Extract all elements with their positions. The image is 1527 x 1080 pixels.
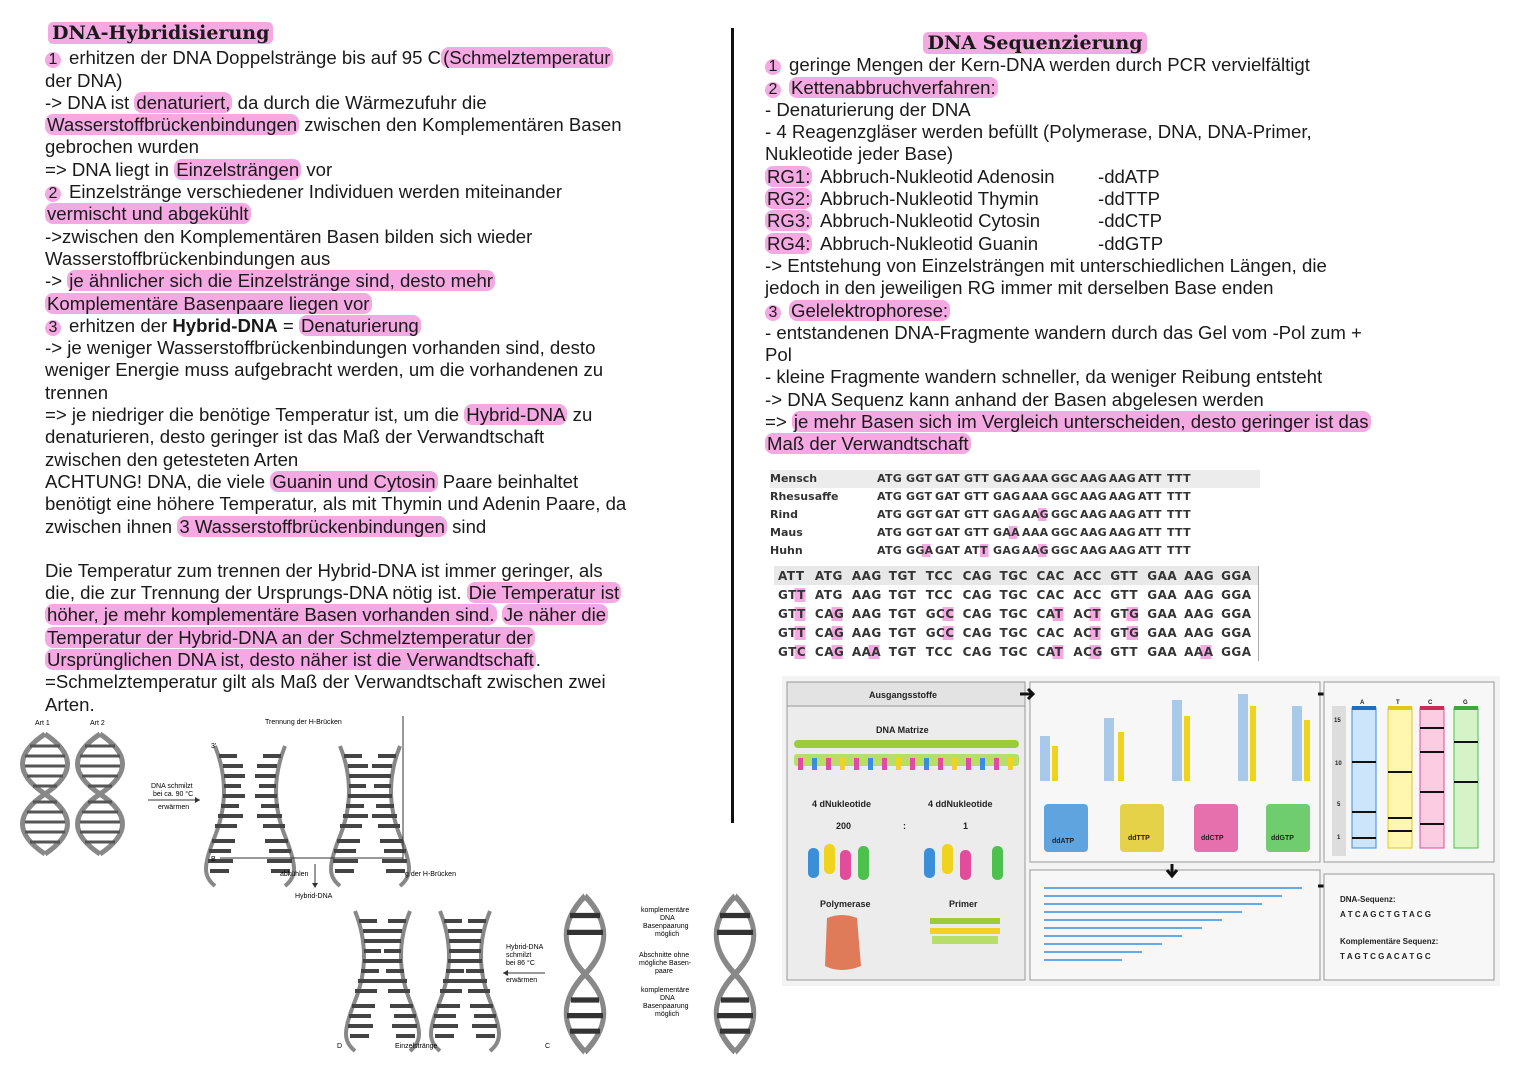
panel-label-b: B [211, 856, 216, 863]
codon: TGC [999, 568, 1028, 583]
hybrid-melt-label: Hybrid-DNA [506, 944, 544, 951]
art1-label: Art 1 [35, 720, 50, 727]
text-line: => DNA liegt in Einzelsträngen vor [45, 158, 333, 180]
codon: CAG [962, 587, 993, 602]
no-pair-label: paare [655, 968, 673, 975]
codon: AAA [1022, 472, 1049, 486]
codon: TCC [925, 568, 953, 583]
text-line: =Schmelztemperatur gilt als Maß der Verwandtschaft zwischen zwei [45, 671, 606, 693]
sequencing-figure [782, 676, 1500, 986]
codon: CAG [962, 644, 993, 659]
text-line: Maß der Verwandtschaft [767, 433, 969, 455]
codon: GTT [778, 588, 815, 602]
text-line: Komplementäre Basenpaare liegen vor [47, 292, 370, 314]
species-name: Huhn [770, 543, 803, 557]
text-line: Wasserstoffbrückenbindungen aus [45, 247, 331, 269]
codon: ATG [877, 525, 903, 539]
codon: GTT [964, 525, 989, 539]
text-line: - Denaturierung der DNA [765, 98, 971, 120]
codon: ACT [1073, 607, 1110, 621]
ratio-dnuc: 200 [836, 821, 852, 831]
complementary-label: möglich [655, 1011, 680, 1018]
text-line: -> je ähnlicher sich die Einzelstränge sind, desto mehr [45, 270, 493, 292]
text-line: 3 erhitzen der Hybrid-DNA = Denaturierung [45, 315, 695, 337]
ratio-separator: : [903, 821, 906, 831]
reagent-row [765, 233, 1405, 255]
text-line: => je niedriger die benötige Temperatur ist, um die Hybrid-DNA zu [45, 404, 593, 426]
text-line: Wasserstoffbrückenbindungen zwischen den Komplementären Basen [47, 114, 622, 136]
helix-art2 [78, 734, 123, 854]
text-line: denaturieren, desto geringer ist das Maß der Verwandtschaft [45, 426, 545, 448]
codon: GAT [935, 507, 961, 521]
table-row [774, 642, 1258, 661]
h-bonds-label: g der H-Brücken [405, 871, 456, 878]
single-strand [346, 911, 385, 1051]
table-row [774, 566, 1258, 585]
codon: GAA [1147, 606, 1178, 621]
text-line: trennen [45, 381, 109, 403]
dna-template [794, 740, 1019, 770]
reagent-label: RG2: [767, 188, 811, 210]
codon: GGA [1221, 587, 1252, 602]
codon: TCC [925, 644, 953, 659]
codon: AAA [1022, 525, 1049, 539]
gel-scale [1332, 706, 1346, 856]
species-name: Rind [770, 507, 798, 521]
table-row [774, 623, 1258, 642]
codon: GAT [935, 525, 961, 539]
codon: CAG [815, 645, 852, 659]
codon: TTT [1167, 472, 1191, 486]
codon: AAA [1022, 490, 1049, 504]
step-number: 1 [765, 59, 781, 75]
text-line: die, die zur Trennung der Ursprungs-DNA nötig ist. Die Temperatur ist [45, 582, 620, 604]
complementary-label: DNA [660, 915, 675, 922]
codon: GTT [1110, 568, 1139, 583]
heat-label: erwärmen [158, 804, 190, 811]
codon: AAG [1184, 587, 1215, 602]
hybrid-dna-label: Hybrid-DNA [295, 893, 333, 900]
reagent-name: Abbruch-Nukleotid Guanin [820, 232, 1039, 254]
reagent-label: RG4: [767, 232, 811, 254]
text-line: vermischt und abgekühlt [47, 203, 249, 225]
codon: TGT [888, 568, 917, 583]
sequencing-section [765, 32, 1405, 456]
codon: GGT [906, 490, 933, 504]
codon: TGC [999, 606, 1028, 621]
complement-value: T A G T C G A C A T G C [1340, 952, 1431, 961]
codon: AAG [851, 568, 882, 583]
no-pair-label: mögliche Basen- [639, 960, 692, 967]
hybridization-figure [15, 716, 775, 1056]
ratio-ddnuc: 1 [963, 821, 969, 831]
codon: GTT [778, 626, 815, 640]
codon: AAA [852, 645, 889, 659]
codon: ATT [778, 568, 805, 583]
codon: GAA [993, 526, 1022, 539]
complementary-label: komplementäre [641, 987, 690, 994]
text-line: der DNA) [45, 69, 123, 91]
codon: AAG [851, 606, 882, 621]
codon: CAG [962, 606, 993, 621]
sequence-result-panel [1324, 874, 1494, 980]
codon: CAG [962, 568, 993, 583]
reagent-row [765, 188, 1405, 210]
codon: GGT [906, 525, 933, 539]
codon: ACT [1073, 626, 1110, 640]
reagent-tube-list [765, 166, 1405, 255]
template-title: DNA Matrize [876, 725, 929, 735]
scale-5: 5 [1337, 802, 1341, 808]
text-line: 3 Gelelektrophorese: [765, 300, 1405, 322]
ddnucleotides-title: 4 ddNukleotide [928, 799, 993, 809]
codon: ATG [877, 543, 903, 557]
reagent-name: Abbruch-Nukleotid Thymin [820, 188, 1039, 210]
text-line: Nukleotide jeder Base) [765, 143, 954, 165]
codon: GGA [1221, 644, 1252, 659]
step-number: 2 [765, 82, 781, 98]
codon: TTT [1167, 525, 1191, 539]
complementary-label: Basenpaarung [643, 1003, 689, 1010]
tube-label-ddatp: ddATP [1052, 838, 1075, 845]
single-strand [380, 911, 419, 1051]
codon: ATT [1138, 525, 1162, 539]
codon: ATG [877, 472, 903, 486]
end-label: 3' [211, 743, 217, 750]
codon: AAG [1109, 507, 1136, 521]
text-line: 2 Einzelstränge verschiedener Individuen werden miteinander [45, 181, 695, 203]
section-title-sequencing: DNA Sequenzierung [665, 32, 1405, 54]
text-line: Die Temperatur zum trennen der Hybrid-DNA ist immer geringer, als [45, 559, 603, 581]
codon: AAG [1109, 525, 1136, 539]
arrow-head [503, 970, 508, 976]
text-line: Temperatur der Hybrid-DNA an der Schmelztemperatur der [47, 626, 533, 648]
text-line: Arten. [45, 693, 95, 715]
single-strand [331, 746, 370, 886]
single-strand [460, 911, 499, 1051]
reagent-name: Abbruch-Nukleotid Cytosin [820, 210, 1041, 232]
codon: GGA [906, 543, 934, 557]
codon: AAG [1184, 625, 1215, 640]
codon: CAC [1036, 568, 1065, 583]
sequence-label: DNA-Sequenz: [1340, 895, 1396, 904]
text-line: - 4 Reagenzgläser werden befüllt (Polymerase, DNA, DNA-Primer, [765, 121, 1312, 143]
codon: AAG [1022, 544, 1051, 557]
complement-label: Komplementäre Sequenz: [1340, 937, 1439, 946]
text-line: weniger Energie muss aufgebracht werden, um die vorhandenen zu [45, 359, 604, 381]
codon: TGT [888, 587, 917, 602]
codon: GGA [1221, 568, 1252, 583]
text-line: jedoch in den jeweiligen RG immer mit derselben Base enden [765, 277, 1274, 299]
reagent-code: -ddCTP [1098, 210, 1163, 232]
step-number: 3 [45, 320, 61, 336]
codon: CAC [1036, 587, 1065, 602]
codon: GAG [993, 472, 1021, 486]
table-row [774, 604, 1258, 623]
codon: AAG [1080, 490, 1107, 504]
codon: TGC [999, 644, 1028, 659]
tube-label-ddttp: ddTTP [1128, 835, 1150, 842]
step-number: 2 [45, 186, 61, 202]
dnucleotides-title: 4 dNukleotide [812, 799, 872, 809]
codon: TTT [1167, 507, 1191, 521]
reagent-label: RG1: [767, 165, 811, 187]
codon: ATT [1138, 472, 1162, 486]
panel-label-c: C [545, 1043, 551, 1050]
lane-a: A [1360, 700, 1365, 706]
codon: GAG [993, 543, 1021, 557]
codon: AAG [1109, 490, 1136, 504]
reagent-code: -ddTTP [1098, 188, 1160, 210]
codon: ATT [1138, 543, 1162, 557]
codon: ATT [1138, 507, 1162, 521]
single-strands-label: Einzelstränge [395, 1043, 438, 1050]
codon: GTT [964, 490, 989, 504]
codon: TGT [888, 625, 917, 640]
codon: GAA [1147, 587, 1178, 602]
codon: TCC [925, 587, 953, 602]
text-line: 2 Kettenabbruchverfahren: [765, 77, 1405, 99]
text-line: -> DNA Sequenz kann anhand der Basen abgelesen werden [765, 388, 1264, 410]
codon: ATG [814, 568, 843, 583]
melt-label: DNA schmilzt [151, 783, 193, 790]
complementary-label: komplementäre [641, 907, 690, 914]
codon: ACC [1073, 568, 1102, 583]
codon: GGC [1051, 472, 1079, 486]
codon: GAT [935, 543, 961, 557]
text-line: gebrochen wurden [45, 136, 200, 158]
text-line: ->zwischen den Komplementären Basen bilden sich wieder [45, 225, 533, 247]
sequence-value: A T C A G C T G T A C G [1340, 910, 1431, 919]
step-number: 3 [765, 305, 781, 321]
hybrid-melt-label: schmilzt [506, 952, 532, 959]
text-line: - entstandenen DNA-Fragmente wandern durch das Gel vom -Pol zum + [765, 321, 1362, 343]
tube-label-ddctp: ddCTP [1201, 835, 1224, 842]
codon: AAG [1080, 507, 1107, 521]
codon: GGC [1051, 525, 1079, 539]
lane-g: G [1463, 700, 1468, 706]
arrow-head [195, 797, 200, 803]
polymerase-title: Polymerase [820, 899, 871, 909]
codon: AAG [851, 625, 882, 640]
table-row [770, 506, 1260, 524]
text-line: benötigt eine höhere Temperatur, als mit Thymin und Adenin Paare, da [45, 493, 627, 515]
arrow-head [312, 883, 318, 888]
scale-1: 1 [1337, 835, 1341, 841]
art2-label: Art 2 [90, 720, 105, 727]
text-line: höher, je mehr komplementäre Basen vorhanden sind. Je näher die [47, 604, 607, 626]
complementary-label: möglich [655, 931, 680, 938]
codon: TGT [888, 606, 917, 621]
melt-temp-label: bei ca. 90 °C [153, 791, 194, 798]
codon: CAT [1036, 645, 1073, 659]
table-row [774, 585, 1258, 604]
scale-15: 15 [1334, 718, 1341, 724]
codon: GAT [935, 490, 961, 504]
codon: GCC [926, 607, 963, 621]
codon: GGA [1221, 625, 1252, 640]
codon: CAG [962, 625, 993, 640]
codon: AAG [851, 587, 882, 602]
lane-c: C [1428, 700, 1433, 706]
table-row [770, 541, 1260, 559]
codon: GAG [993, 507, 1021, 521]
reagent-name: Abbruch-Nukleotid Adenosin [820, 165, 1055, 187]
text-line: -> Entstehung von Einzelsträngen mit unterschiedlichen Längen, die [765, 254, 1327, 276]
codon: CAC [1036, 625, 1065, 640]
primer-icon [930, 918, 1000, 944]
codon: TGT [888, 644, 917, 659]
codon: GAA [1147, 568, 1178, 583]
codon: GTG [1110, 626, 1147, 640]
sequence-comparison-table [774, 566, 1259, 661]
codon: GAG [993, 490, 1021, 504]
step-number: 1 [45, 52, 61, 68]
codon: ATG [877, 507, 903, 521]
species-codon-table [770, 470, 1260, 559]
text-line: -> je weniger Wasserstoffbrückenbindungen vorhanden sind, desto [45, 337, 596, 359]
single-strand [206, 746, 245, 886]
hybridization-section [45, 22, 695, 716]
codon: AAG [1109, 472, 1136, 486]
codon: TGC [999, 625, 1028, 640]
codon: GGC [1051, 490, 1079, 504]
codon: GCC [926, 626, 963, 640]
codon: GTG [1110, 607, 1147, 621]
codon: GTT [964, 472, 989, 486]
species-name: Mensch [770, 472, 818, 486]
materials-title: Ausgangsstoffe [869, 690, 938, 700]
primer-title: Primer [949, 899, 978, 909]
reagent-row [765, 166, 1405, 188]
tube-label-ddgtp: ddGTP [1271, 835, 1294, 842]
text-line: Ursprünglichen DNA ist, desto näher ist die Verwandtschaft . [47, 649, 541, 671]
codon: AAG [1080, 525, 1107, 539]
text-line: 1 erhitzen der DNA Doppelstränge bis auf 95 C (Schmelztemperatur [45, 47, 695, 69]
scale-10: 10 [1335, 761, 1342, 767]
codon: GTC [778, 645, 815, 659]
codon: ATG [877, 490, 903, 504]
codon: AAG [1184, 606, 1215, 621]
reagent-code: -ddGTP [1098, 232, 1164, 254]
codon: GAA [1147, 625, 1178, 640]
codon: CAT [1036, 607, 1073, 621]
polymerase-icon [825, 915, 861, 970]
lane-t: T [1396, 700, 1400, 706]
species-name: Maus [770, 525, 803, 539]
codon: GAT [935, 472, 961, 486]
species-name: Rhesusaffe [770, 490, 839, 504]
section-title-hybridization: DNA-Hybridisierung [48, 22, 695, 44]
codon: CAG [815, 607, 852, 621]
codon: ACG [1073, 645, 1110, 659]
text-line: -> DNA ist denaturiert, da durch die Wärmezufuhr die [45, 91, 487, 113]
panel-label-d: D [337, 1043, 343, 1050]
codon: GGA [1221, 606, 1252, 621]
codon: AAG [1022, 508, 1051, 521]
codon: TTT [1167, 543, 1191, 557]
complementary-label: Basenpaarung [643, 923, 689, 930]
codon: TGC [999, 587, 1028, 602]
codon: AAG [1080, 543, 1107, 557]
codon: CAG [815, 626, 852, 640]
hybrid-helix-left [566, 896, 604, 1052]
reagent-label: RG3: [767, 210, 811, 232]
codon: ATG [814, 587, 843, 602]
single-strand [255, 746, 294, 886]
codon: GTT [1110, 587, 1139, 602]
text-line: 1 geringe Mengen der Kern-DNA werden durch PCR vervielfältigt [765, 54, 1405, 76]
table-row [770, 523, 1260, 541]
helix-art1 [23, 734, 68, 854]
codon: GTT [778, 607, 815, 621]
codon: GGT [906, 472, 933, 486]
codon: GTT [964, 507, 989, 521]
text-line: - kleine Fragmente wandern schneller, da weniger Reibung entsteht [765, 366, 1323, 388]
cool-label: abkühlen [280, 871, 309, 878]
codon: GTT [1110, 644, 1139, 659]
text-line: ACHTUNG! DNA, die viele Guanin und Cytosin Paare beinhaltet [45, 470, 579, 492]
table-row [770, 470, 1260, 488]
complementary-label: DNA [660, 995, 675, 1002]
text-line: zwischen den getesteten Arten [45, 448, 299, 470]
codon: GGC [1051, 543, 1079, 557]
codon: ACC [1073, 587, 1102, 602]
text-line: zwischen ihnen 3 Wasserstoffbrückenbindungen sind [45, 515, 487, 537]
no-pair-label: Abschnitte ohne [639, 952, 690, 959]
text-line: => je mehr Basen sich im Vergleich unterscheiden, desto geringer ist das [765, 411, 1369, 433]
codon: GAA [1147, 644, 1178, 659]
reagent-code: -ddATP [1098, 165, 1160, 187]
codon: AAG [1184, 568, 1215, 583]
reagent-row [765, 210, 1405, 232]
codon: GGC [1051, 507, 1079, 521]
codon: AAA [1184, 645, 1221, 659]
codon: AAG [1109, 543, 1136, 557]
text-line: Pol [765, 344, 792, 366]
hybrid-melt-temp: bei 86 °C [506, 960, 535, 967]
codon: ATT [964, 544, 993, 557]
codon: AAG [1080, 472, 1107, 486]
separation-label: Trennung der H-Brücken [265, 719, 342, 726]
codon: TTT [1167, 490, 1191, 504]
codon: GGT [906, 507, 933, 521]
column-divider [731, 28, 734, 823]
table-row [770, 488, 1260, 506]
heat-label: erwärmen [506, 977, 538, 984]
hybrid-helix-right [716, 896, 754, 1052]
codon: ATT [1138, 490, 1162, 504]
fragments-panel [1030, 870, 1320, 980]
